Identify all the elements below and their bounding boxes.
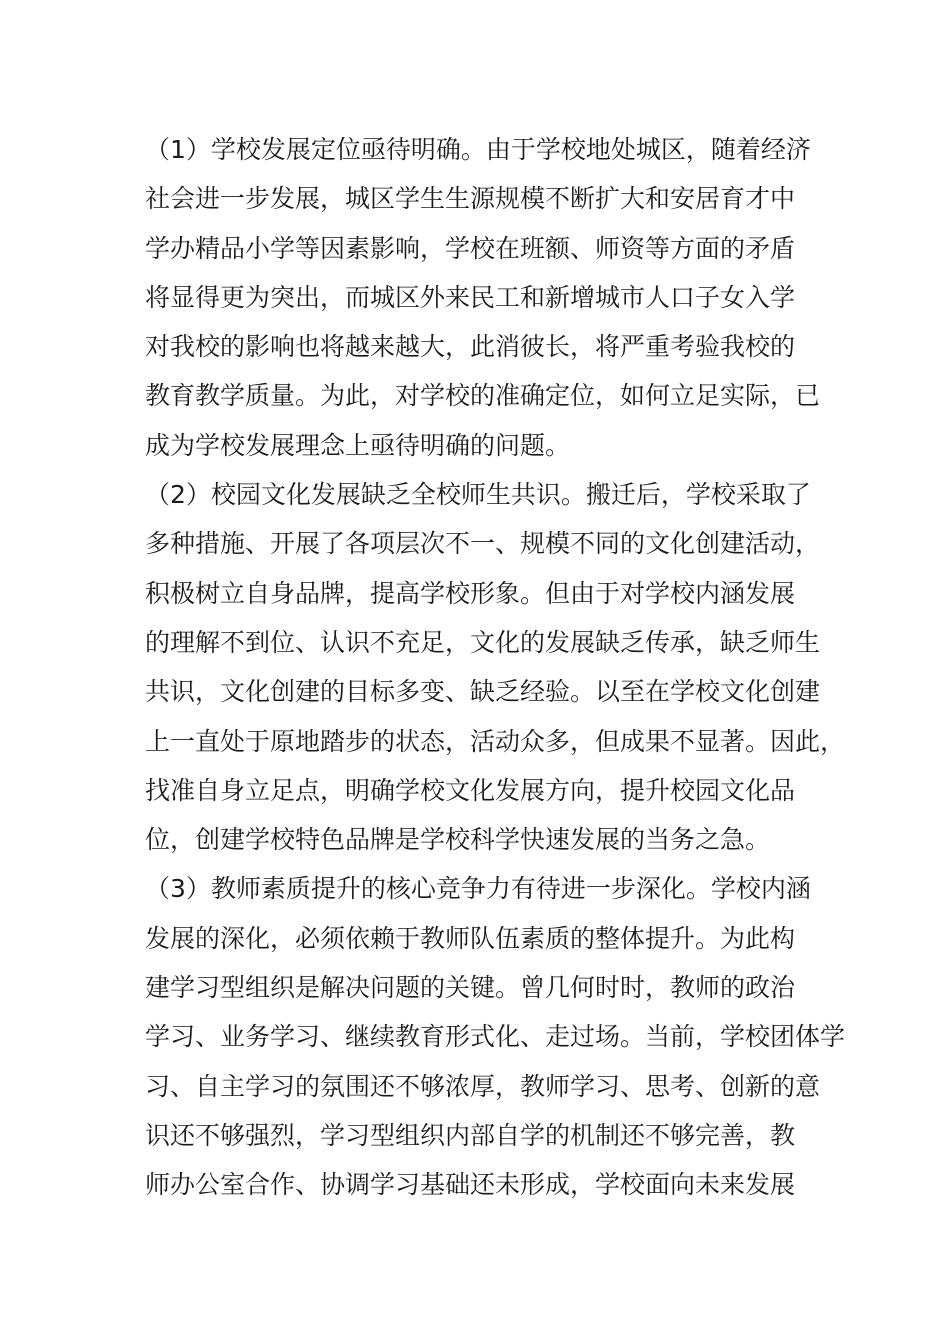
text-line: 教育教学质量。为此，对学校的准确定位，如何立足实际，已 bbox=[145, 381, 821, 411]
text-line: 识还不够强烈，学习型组织内部自学的机制还不够完善，教 bbox=[145, 1120, 796, 1150]
text-line: 习、自主学习的氛围还不够浓厚，教师学习、思考、创新的意 bbox=[145, 1071, 821, 1101]
paragraph-1 bbox=[145, 125, 825, 470]
text-line: 找准自身立足点，明确学校文化发展方向，提升校园文化品 bbox=[145, 775, 796, 805]
text-line: 上一直处于原地踏步的状态，活动众多，但成果不显著。因此， bbox=[145, 726, 846, 756]
text-line: 社会进一步发展，城区学生生源规模不断扩大和安居育才中 bbox=[145, 184, 796, 214]
paragraph-2 bbox=[145, 470, 846, 864]
text-line: 位，创建学校特色品牌是学校科学快速发展的当务之急。 bbox=[145, 825, 771, 855]
text-line: （3）教师素质提升的核心竞争力有待进一步深化。学校内涵 bbox=[145, 874, 811, 904]
text-line: 的理解不到位、认识不充足，文化的发展缺乏传承，缺乏师生 bbox=[145, 627, 821, 657]
text-line: 积极树立自身品牌，提高学校形象。但由于对学校内涵发展 bbox=[145, 578, 796, 608]
document-body bbox=[145, 125, 846, 1210]
text-line: 学习、业务学习、继续教育形式化、走过场。当前，学校团体学 bbox=[145, 1022, 846, 1052]
text-line: 将显得更为突出，而城区外来民工和新增城市人口子女入学 bbox=[145, 282, 796, 312]
text-line: 多种措施、开展了各项层次不一、规模不同的文化创建活动， bbox=[145, 529, 821, 559]
text-line: （2）校园文化发展缺乏全校师生共识。搬迁后，学校采取了 bbox=[145, 480, 811, 510]
text-line: 对我校的影响也将越来越大，此消彼长，将严重考验我校的 bbox=[145, 332, 796, 362]
text-line: 发展的深化，必须依赖于教师队伍素质的整体提升。为此构 bbox=[145, 923, 796, 953]
text-line: 师办公室合作、协调学习基础还未形成，学校面向未来发展 bbox=[145, 1170, 796, 1200]
text-line: 成为学校发展理念上亟待明确的问题。 bbox=[145, 430, 571, 460]
paragraph-3 bbox=[145, 864, 846, 1209]
text-line: 共识，文化创建的目标多变、缺乏经验。以至在学校文化创建 bbox=[145, 677, 821, 707]
text-line: 学办精品小学等因素影响，学校在班额、师资等方面的矛盾 bbox=[145, 233, 796, 263]
text-line: 建学习型组织是解决问题的关键。曾几何时时，教师的政治 bbox=[145, 973, 796, 1003]
text-line: （1）学校发展定位亟待明确。由于学校地处城区，随着经济 bbox=[145, 135, 811, 164]
